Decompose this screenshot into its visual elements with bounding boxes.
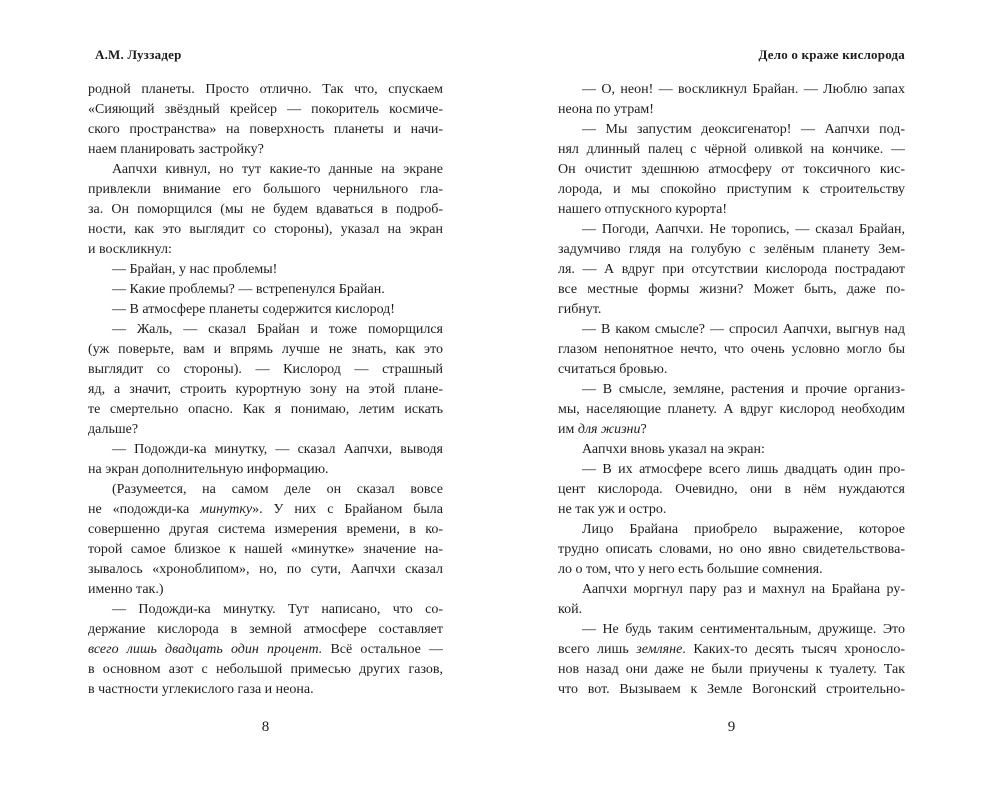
text-segment: задумчиво глядя на голубую с зелёным планету Зем- [558,242,905,257]
text-line [88,200,443,220]
text-segment: держание кислорода в земной атмосфере составляет [88,622,443,637]
page-right [558,0,905,807]
text-segment: — В каком смысле? — спросил Аапчхи, выгнув над [582,322,905,337]
left-page-text-block [88,80,443,700]
text-segment: торой самое близкое к нашей «минутке» значение на- [88,542,443,557]
text-line [88,460,443,480]
text-segment: наем планировать застройку? [88,142,264,157]
text-segment: Аапчхи вновь указал на экран: [582,442,765,457]
text-segment: . Каких-то десять тысяч хроносло- [682,642,905,657]
text-line [558,200,905,220]
text-line [558,300,905,320]
text-line [558,400,905,420]
text-segment: глазом непонятное нечто, что очень условно могло бы [558,342,905,357]
text-segment: именно так.) [88,582,164,597]
text-segment: им [558,422,578,437]
text-line [88,640,443,660]
text-segment: ля. — А вдруг при отсутствии кислорода пострадают [558,262,905,277]
text-segment: совершенно другая система измерения времени, в ко- [88,522,443,537]
text-line [88,260,443,280]
text-segment: — О, неон! — воскликнул Брайан. — Люблю запах [582,82,905,97]
text-line [88,400,443,420]
text-segment: и воскликнул: [88,242,172,257]
text-segment: Он очистит здешнюю атмосферу от токсичного кис- [558,162,905,177]
text-line [88,420,443,440]
text-segment: — Погоди, Аапчхи. Не торопись, — сказал Брайан, [582,222,905,237]
text-line [558,320,905,340]
text-segment: — Подожди-ка минутку, — сказал Аапчхи, выводя [112,442,443,457]
text-segment: Аапчхи моргнул пару раз и махнул на Брайана ру- [582,582,905,597]
text-line [88,180,443,200]
text-segment: не так уж и остро. [558,502,667,517]
text-segment: яд, а значит, строить курортную зону на этой плане- [88,382,443,397]
text-line [88,660,443,680]
text-segment: — Подожди-ка минутку. Тут написано, что со- [112,602,443,617]
text-line [88,120,443,140]
text-segment: считаться бровью. [558,362,668,377]
text-segment: все местные формы жизни? Может быть, даже по- [558,282,905,297]
text-segment: — Мы запустим деоксигенатор! — Аапчхи под- [582,122,905,137]
text-segment: выглядит со стороны). — Кислород — страшный [88,362,443,377]
text-segment: — Какие проблемы? — встрепенулся Брайан. [112,282,385,297]
text-line [558,580,905,600]
right-page-number: 9 [727,719,736,735]
text-line [88,240,443,260]
text-segment: — В смысле, земляне, растения и прочие организ- [582,382,905,397]
text-segment: кой. [558,602,583,617]
text-segment: — Не будь таким сентиментальным, дружище. Это [582,622,905,637]
text-segment: нял длинный палец с чёрной оливкой на кончике. — [558,142,905,157]
text-segment: — Жаль, — сказал Брайан и тоже поморщился [112,322,443,337]
text-line [558,500,905,520]
text-line [558,100,905,120]
text-segment: — В их атмосфере всего лишь двадцать один про- [582,462,905,477]
text-line [558,600,905,620]
right-page-text-block [558,80,905,700]
text-segment-italic: земляне [636,642,683,657]
text-segment: ? [640,422,647,437]
text-line [558,160,905,180]
text-line [88,580,443,600]
text-line [88,600,443,620]
text-segment-italic: минутку [200,502,253,517]
text-line [558,440,905,460]
text-line [88,220,443,240]
running-head-book-title: Дело о краже кислорода [758,47,905,62]
text-segment: цент кислорода. Очевидно, они в нём нуждаются [558,482,905,497]
text-line [558,520,905,540]
text-segment: лорода, и мы спокойно приступим к строительству [558,182,905,197]
text-line [558,480,905,500]
text-segment: те смертельно опасно. Как я понимаю, летим искать [88,402,443,417]
text-line [88,440,443,460]
text-line [558,640,905,660]
text-line [88,280,443,300]
text-line [88,540,443,560]
text-segment: что вот. Вызываем к Земле Вогонский строительно- [558,682,905,697]
text-line [88,320,443,340]
text-line [88,560,443,580]
text-line [558,620,905,640]
text-segment: «Сияющий звёздный крейсер — покоритель космиче- [88,102,443,117]
text-line [88,140,443,160]
text-line [558,560,905,580]
text-line [558,280,905,300]
text-line [88,480,443,500]
text-line [88,360,443,380]
text-segment: гибнут. [558,302,602,317]
text-line [558,120,905,140]
text-line [558,180,905,200]
text-line [558,260,905,280]
text-line [558,340,905,360]
text-line [88,380,443,400]
text-segment: дальше? [88,422,139,437]
text-segment: ского пространства» на поверхность планеты и начи- [88,122,443,137]
text-segment-italic: всего лишь двадцать один процент. [88,642,323,657]
text-segment: зывалось «хроноблипом», но, по сути, Аапчхи сказал [88,562,443,577]
text-segment: родной планеты. Просто отлично. Так что, спускаем [88,82,443,97]
text-line [558,80,905,100]
text-segment: Аапчхи кивнул, но тут какие-то данные на экране [112,162,443,177]
text-segment: (Разумеется, на самом деле он сказал вовсе [112,482,443,497]
text-segment: нов назад они даже не были приучены к туалету. Так [558,662,905,677]
text-line [88,620,443,640]
text-line [558,460,905,480]
left-page-number: 8 [261,719,270,735]
text-line [88,340,443,360]
text-line [558,540,905,560]
text-segment: — Брайан, у нас проблемы! [112,262,278,277]
text-segment: нашего отпускного курорта! [558,202,728,217]
text-segment-italic: для жизни [577,422,641,437]
text-segment: не «подожди-ка [88,502,201,517]
text-line [88,500,443,520]
text-segment: в частности углекислого газа и неона. [88,682,314,697]
text-segment: неона по утрам! [558,102,654,117]
text-segment: всего лишь [558,642,637,657]
text-line [88,160,443,180]
text-line [558,380,905,400]
text-segment: Лицо Брайана приобрело выражение, которое [582,522,905,537]
text-line [88,680,443,700]
text-line [558,680,905,700]
page-left [88,0,443,807]
text-segment: за. Он поморщился (мы не будем вдаваться в подроб- [88,202,443,217]
text-segment: трудно описать словами, но оно явно свидетельствова- [558,542,905,557]
text-segment: — В атмосфере планеты содержится кислород! [112,302,395,317]
running-head-author: А.М. Луззадер [95,47,182,62]
text-segment: привлекли внимание его большого чернильного гла- [88,182,443,197]
text-segment: ». У них с Брайаном была [252,502,443,517]
text-line [558,660,905,680]
text-segment: на экран дополнительную информацию. [88,462,329,477]
text-line [88,300,443,320]
text-line [558,220,905,240]
text-line [558,360,905,380]
text-segment: Всё остальное — [322,642,443,657]
text-line [558,420,905,440]
text-line [88,80,443,100]
text-line [558,240,905,260]
text-segment: ности, как это выглядит со стороны), указал на экран [88,222,443,237]
text-segment: мы, населяющие планету. А вдруг кислород необходим [558,402,905,417]
text-segment: ло о том, что у него есть большие сомнения. [558,562,823,577]
text-line [88,520,443,540]
text-line [558,140,905,160]
text-segment: в основном азот с небольшой примесью других газов, [88,662,443,677]
text-line [88,100,443,120]
text-segment: (уж поверьте, вам и впрямь лучше не знать, как это [88,342,443,357]
